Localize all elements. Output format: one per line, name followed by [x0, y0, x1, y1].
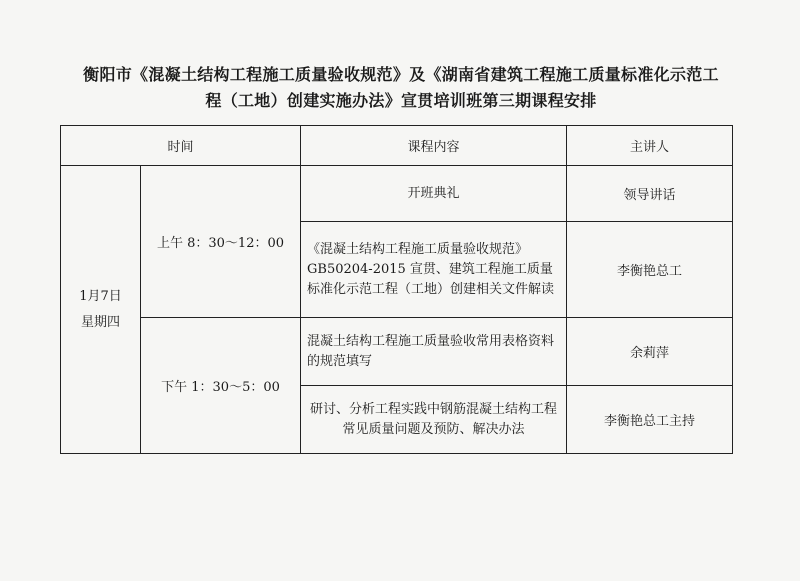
table-row — [61, 166, 733, 222]
course-speaker: 李衡艳总工主持 — [567, 386, 733, 454]
title-line-2: 程（工地）创建实施办法》宣贯培训班第三期课程安排 — [205, 91, 597, 110]
course-content: 开班典礼 — [301, 166, 567, 222]
table-header-row — [61, 126, 733, 166]
course-speaker: 余莉萍 — [567, 318, 733, 386]
weekday-label: 星期四 — [80, 314, 120, 330]
morning-slot: 上午 8：30～12：00 — [141, 166, 301, 318]
schedule-table — [60, 125, 733, 454]
course-speaker: 李衡艳总工 — [567, 222, 733, 318]
afternoon-slot: 下午 1：30～5：00 — [141, 318, 301, 454]
course-content: 《混凝土结构工程施工质量验收规范》GB50204-2015 宣贯、建筑工程施工质量标准化示范工程（工地）创建相关文件解读 — [301, 222, 567, 318]
header-time: 时间 — [61, 126, 301, 166]
title-line-1: 衡阳市《混凝土结构工程施工质量验收规范》及《湖南省建筑工程施工质量标准化示范工 — [83, 65, 719, 84]
header-content: 课程内容 — [301, 126, 567, 166]
header-speaker: 主讲人 — [567, 126, 733, 166]
table-row — [61, 318, 733, 386]
date-label: 1月7日 — [79, 288, 122, 304]
document-title — [56, 62, 746, 114]
date-cell — [61, 166, 141, 454]
course-content: 研讨、分析工程实践中钢筋混凝土结构工程常见质量问题及预防、解决办法 — [301, 386, 567, 454]
course-speaker: 领导讲话 — [567, 166, 733, 222]
course-content: 混凝土结构工程施工质量验收常用表格资料的规范填写 — [301, 318, 567, 386]
